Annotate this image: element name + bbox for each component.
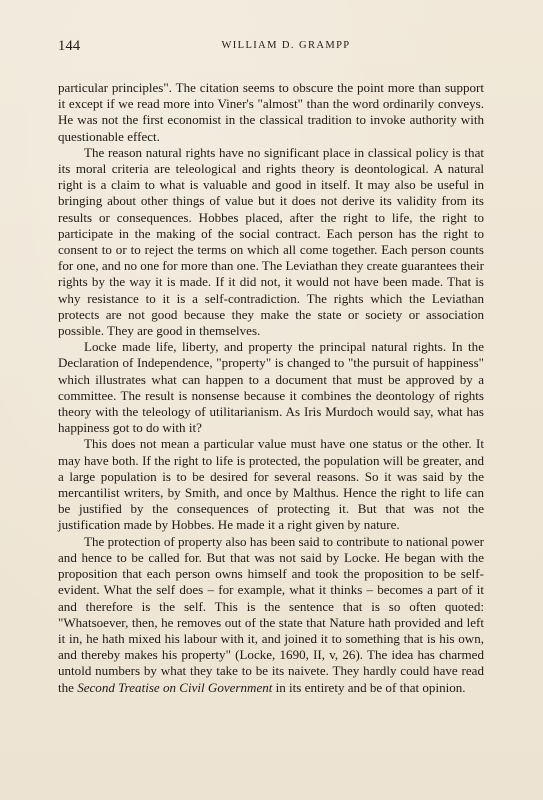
paragraph-5 — [58, 534, 484, 696]
book-title-italic: Second Treatise on Civil Government — [77, 679, 273, 695]
body-text — [58, 80, 484, 696]
running-title: WILLIAM D. GRAMPP — [221, 40, 351, 51]
paragraph-1: particular principles". The citation seems to obscure the point more than support it except if we read more into Viner's "almost" than the word ordinarily conveys. He was not the first economist in the classical tradition to invoke authority with questionable effect. — [58, 80, 484, 144]
paragraph-3: Locke made life, liberty, and property the principal natural rights. In the Declaration of Independence, "property" is changed to "the pursuit of happiness" which illustrates what can happen to a document that must be approved by a committee. The result is nonsense because it combines the deontology of rights theory with the teleology of utilitarianism. As Iris Murdoch would say, what has happiness got to do with it? — [58, 339, 484, 436]
page-number: 144 — [58, 38, 81, 54]
running-head — [58, 38, 484, 58]
paragraph-4: This does not mean a particular value must have one status or the other. It may have both. If the right to life is protected, the population will be greater, and a large population is to be desired for several reasons. So it was said by the mercantilist writers, by Smith, and once by Malthus. Hence the right to life can be justified by the consequences of protecting it. But that was not the justification made by Hobbes. He made it a right given by nature. — [58, 436, 484, 533]
paragraph-2: The reason natural rights have no significant place in classical policy is that its moral criteria are teleological and rights theory is deontological. A natural right is a claim to what is valuable and good in itself. It may also be useful in bringing about other things of value but it does not derive its validity from its results or consequences. Hobbes placed, after the right to life, the right to participate in the making of the social contract. Each person has the right to consent to or to reject the terms on which all come together. Each person counts for one, and no one for more than one. The Leviathan they create guarantees their rights by the way it is made. If it did not, it would not have been made. That is why resistance to it is a self-contradiction. The rights which the Leviathan protects are not good because they make the state or society or association possible. They are good in themselves. — [58, 144, 484, 339]
paragraph-5-text-after: in its entirety and be of that opinion. — [272, 679, 466, 695]
paragraph-5-text-before: The protection of property also has been said to contribute to national power and hence to be called for. But that was not said by Locke. He began with the proposition that each person owns himself and took the proposition to be self-evident. What the self does – for example, what it thinks – becomes a part of it and therefore is the self. This is the sentence that is so often quoted: "Whatsoever, then, he removes out of the state that Nature hath provided and left it in, he hath mixed his labour with it, and joined it to something that is his own, and thereby makes his property" (Locke, 1690, II, v, 26). The idea has charmed untold numbers by what they take to be its naivete. They hardly could have read the — [58, 533, 484, 695]
